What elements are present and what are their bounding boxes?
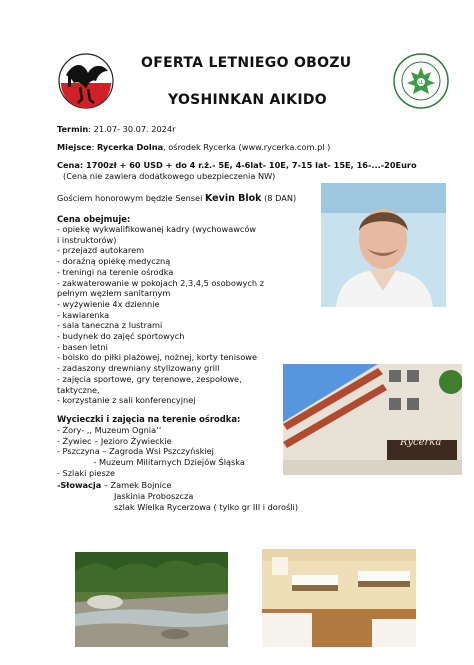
list-item: - zajęcia sportowe, gry terenowe, zespołowe, [57, 373, 242, 384]
list-item: - budynek do zajęć sportowych [57, 331, 185, 342]
list-item: - boisko do piłki plażowej, nożnej, korty tenisowe [57, 352, 258, 363]
included-list [57, 224, 264, 406]
organization-seal [393, 53, 449, 109]
list-item: - basen letni [57, 341, 108, 352]
list-item: - opiekę wykwalifikowanej kadry (wychowawców [57, 224, 257, 234]
list-item: - korzystanie z sali konferencyjnej [57, 395, 196, 406]
resort-building-photo [283, 364, 462, 475]
list-item: i instruktorów) [57, 234, 117, 245]
list-item: - wyżywienie 4x dziennie [57, 298, 160, 309]
page-subtitle: YOSHINKAN AIKIDO [168, 92, 327, 108]
list-item: - kawiarenka [57, 309, 110, 320]
list-item: - Szlaki piesze [57, 467, 116, 478]
club-logo [58, 53, 114, 109]
list-item: pełnym węzłem sanitarnym [57, 288, 171, 299]
river-photo [75, 552, 228, 647]
included-heading: Cena obejmuje: [57, 214, 131, 224]
trips-list [57, 425, 245, 479]
svg-text:LL: LL [418, 80, 424, 86]
list-item: szlak Wielka Rycerzowa ( tylko gr III i dorośli) [114, 502, 299, 512]
list-item: - zakwaterowanie w pokojach 2,3,4,5 osobowych z [57, 277, 265, 288]
guest-line: Gościem honorowym będzie Sensei Kevin Blok (8 DAN) [57, 193, 297, 204]
place-line: Miejsce: Rycerka Dolna, ośrodek Rycerka (www.rycerka.com.pl ) [57, 142, 331, 152]
list-item: - przejazd autokarem [57, 245, 145, 256]
slovakia-line: -Słowacja – Zamek Bojnice [57, 480, 172, 490]
list-item: taktyczne, [57, 384, 100, 395]
list-item: - zadaszony drewniany stylizowany grill [57, 363, 220, 374]
sensei-portrait-photo [321, 183, 446, 307]
list-item: - sala taneczna z lustrami [57, 320, 163, 331]
room-photo [262, 549, 416, 647]
list-item: - doraźną opiekę medyczną [57, 256, 171, 267]
price-line: Cena: 1700zł + 60 USD + do 4 r.ż.- 5E, 4-6lat- 10E, 7-15 lat- 15E, 16-...-20Euro [57, 160, 417, 170]
building-sign: Rycerka [400, 437, 442, 448]
price-note: (Cena nie zawiera dodatkowego ubezpieczenia NW) [63, 171, 276, 181]
list-item: - treningi na terenie ośrodka [57, 266, 174, 277]
list-item: - Żywiec – Jezioro Żywieckie [57, 435, 172, 446]
list-item: - Pszczyna – Zagroda Wsi Pszczyńskiej [57, 446, 214, 457]
term-line: Termin: 21.07- 30.07. 2024r [57, 124, 176, 134]
list-item: Jaskinia Proboszcza [114, 491, 194, 501]
list-item: - Żory- ,, Muzeum Ognia’’ [57, 425, 162, 435]
trips-heading: Wycieczki i zajęcia na terenie ośrodka: [57, 414, 241, 424]
page-title: OFERTA LETNIEGO OBOZU [141, 55, 352, 71]
list-item: - Muzeum Militarnych Dziejów Śląska [57, 457, 245, 468]
